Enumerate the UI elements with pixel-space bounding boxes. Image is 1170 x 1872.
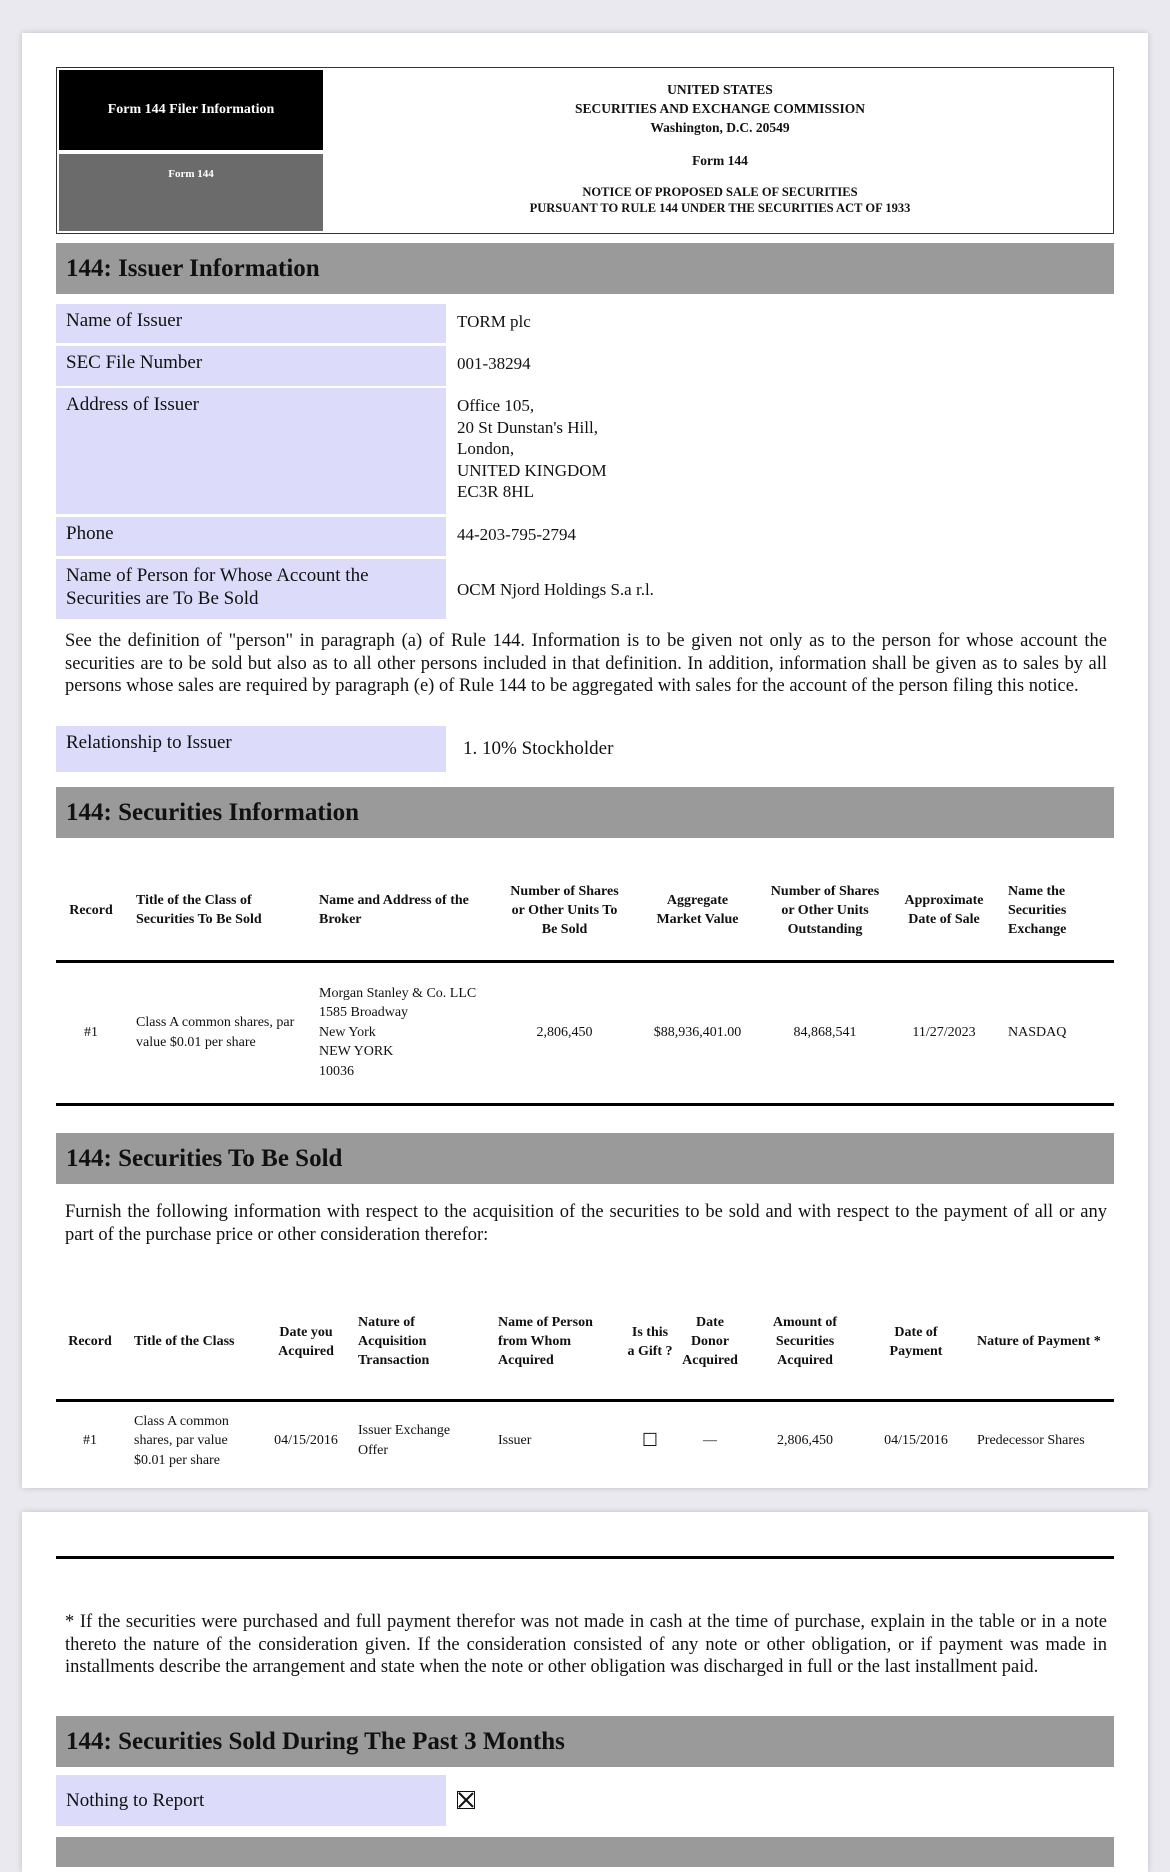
to-be-sold-table xyxy=(56,1285,1114,1480)
agency-heading: UNITED STATES SECURITIES AND EXCHANGE COMMISSION Washington, D.C. 20549 Form 144 NOTICE OF PROPOSED SALE OF SECURITIES PURSUANT TO RULE 144 UNDER THE SECURITIES ACT OF 1933 xyxy=(327,80,1113,216)
form-header xyxy=(56,67,1114,234)
table-row xyxy=(56,961,1114,1104)
issuer-address-row xyxy=(56,388,1114,514)
amount-cell: 2,806,450 xyxy=(777,1433,833,1448)
col-date-acquired: Date you Acquired xyxy=(278,1324,334,1359)
exchange-cell: NASDAQ xyxy=(1008,1024,1067,1040)
to-be-sold-section-title: 144: Securities To Be Sold xyxy=(56,1133,1114,1184)
securities-info-table xyxy=(56,861,1114,1106)
next-section-bar xyxy=(56,1837,1114,1867)
col-payment-nature: Nature of Payment * xyxy=(977,1334,1101,1350)
divider xyxy=(56,1556,1114,1559)
form-page-1 xyxy=(22,33,1148,1488)
issuer-address-label: Address of Issuer xyxy=(56,388,446,514)
relationship-label: Relationship to Issuer xyxy=(56,726,446,772)
person-row xyxy=(56,559,1114,619)
past-sales-section-title: 144: Securities Sold During The Past 3 Months xyxy=(56,1716,1114,1767)
issuer-name-label: Name of Issuer xyxy=(56,304,446,343)
nothing-to-report-label: Nothing to Report xyxy=(56,1775,446,1826)
col-amount: Amount of Securities Acquired xyxy=(772,1315,838,1369)
relationship-value: 1. 10% Stockholder xyxy=(463,738,614,759)
col-title: Title of the Class of Securities To Be Sold xyxy=(136,893,262,928)
payment-nature-cell: Predecessor Shares xyxy=(977,1433,1085,1448)
phone-label: Phone xyxy=(56,517,446,556)
from-whom-cell: Issuer xyxy=(498,1433,532,1448)
broker-cell: Morgan Stanley & Co. LLC 1585 Broadway New York NEW YORK 10036 xyxy=(319,985,477,1079)
issuer-address-value: Office 105, 20 St Dunstan's Hill, London, UNITED KINGDOM EC3R 8HL xyxy=(457,396,607,501)
col-sale-date: Approximate Date of Sale xyxy=(904,893,984,928)
form-page-2 xyxy=(22,1512,1148,1872)
sec-file-value: 001-38294 xyxy=(457,354,531,373)
record-cell: #1 xyxy=(83,1433,97,1448)
title-cell: Class A common shares, par value $0.01 per share xyxy=(136,1015,295,1050)
col-nature: Nature of Acquisition Transaction xyxy=(358,1315,430,1369)
col-exchange: Name the Securities Exchange xyxy=(1008,883,1067,937)
person-definition-text: See the definition of "person" in paragraph (a) of Rule 144. Information is to be given not only as to the person for whose account the securities are to be sold but also as to all other persons included in that definition. In addition, information shall be given as to sales by all persons whose sales are required by paragraph (e) of Rule 144 to be aggregated with sales for the account of the person filing this notice. xyxy=(65,631,1107,696)
issuer-name-value: TORM plc xyxy=(457,312,531,331)
gift-checkbox[interactable]: ☐ xyxy=(641,1430,659,1450)
col-from-whom: Name of Person from Whom Acquired xyxy=(498,1315,593,1369)
person-value: OCM Njord Holdings S.a r.l. xyxy=(457,580,654,599)
col-record: Record xyxy=(68,1334,112,1350)
col-payment-date: Date of Payment xyxy=(889,1324,943,1359)
col-gift: Is this a Gift ? xyxy=(627,1324,673,1359)
market-value-cell: $88,936,401.00 xyxy=(653,1024,742,1040)
title-cell: Class A common shares, par value $0.01 per share xyxy=(134,1413,229,1468)
sale-date-cell: 11/27/2023 xyxy=(912,1024,976,1040)
col-market-value: Aggregate Market Value xyxy=(656,893,739,928)
securities-info-section-title: 144: Securities Information xyxy=(56,787,1114,838)
phone-value: 44-203-795-2794 xyxy=(457,525,576,544)
sec-file-row xyxy=(56,346,1114,386)
payment-footnote: * If the securities were purchased and full payment therefor was not made in cash at the time of purchase, explain in the table or in a note thereto the nature of the consideration given. If the consideration consisted of any note or other obligation, or if payment was made in installments describe the arrangement and state when the note or other obligation was discharged in full or the last installment paid. xyxy=(65,1612,1107,1677)
table-header-row xyxy=(56,1285,1114,1400)
col-title: Title of the Class xyxy=(134,1334,235,1350)
nature-cell: Issuer Exchange Offer xyxy=(358,1423,451,1458)
issuer-name-row xyxy=(56,304,1114,343)
sec-file-label: SEC File Number xyxy=(56,346,446,386)
date-acquired-cell: 04/15/2016 xyxy=(274,1433,338,1448)
form-name: Form 144 xyxy=(692,153,748,168)
outstanding-cell: 84,868,541 xyxy=(793,1024,857,1040)
issuer-section-title: 144: Issuer Information xyxy=(56,243,1114,294)
person-label: Name of Person for Whose Account the Securities are To Be Sold xyxy=(56,559,446,619)
col-record: Record xyxy=(69,902,113,918)
col-donor-date: Date Donor Acquired xyxy=(682,1315,738,1369)
col-units: Number of Shares or Other Units To Be Sold xyxy=(510,883,619,937)
nothing-to-report-checkbox[interactable] xyxy=(457,1791,475,1809)
record-cell: #1 xyxy=(84,1024,98,1040)
filer-information-tab[interactable]: Form 144 Filer Information xyxy=(59,70,323,150)
payment-date-cell: 04/15/2016 xyxy=(884,1433,948,1448)
col-outstanding: Number of Shares or Other Units Outstanding xyxy=(770,883,880,937)
donor-date-cell: — xyxy=(703,1433,717,1448)
phone-row xyxy=(56,517,1114,556)
units-cell: 2,806,450 xyxy=(536,1024,593,1040)
table-header-row xyxy=(56,861,1114,961)
form-144-tab[interactable]: Form 144 xyxy=(59,154,323,231)
table-row xyxy=(56,1400,1114,1480)
col-broker: Name and Address of the Broker xyxy=(319,893,469,928)
nothing-to-report-row xyxy=(56,1775,1114,1826)
to-be-sold-intro: Furnish the following information with respect to the acquisition of the securities to be sold and with respect to the payment of all or any part of the purchase price or other consideration therefor: xyxy=(65,1202,1107,1245)
relationship-row xyxy=(56,726,1114,772)
